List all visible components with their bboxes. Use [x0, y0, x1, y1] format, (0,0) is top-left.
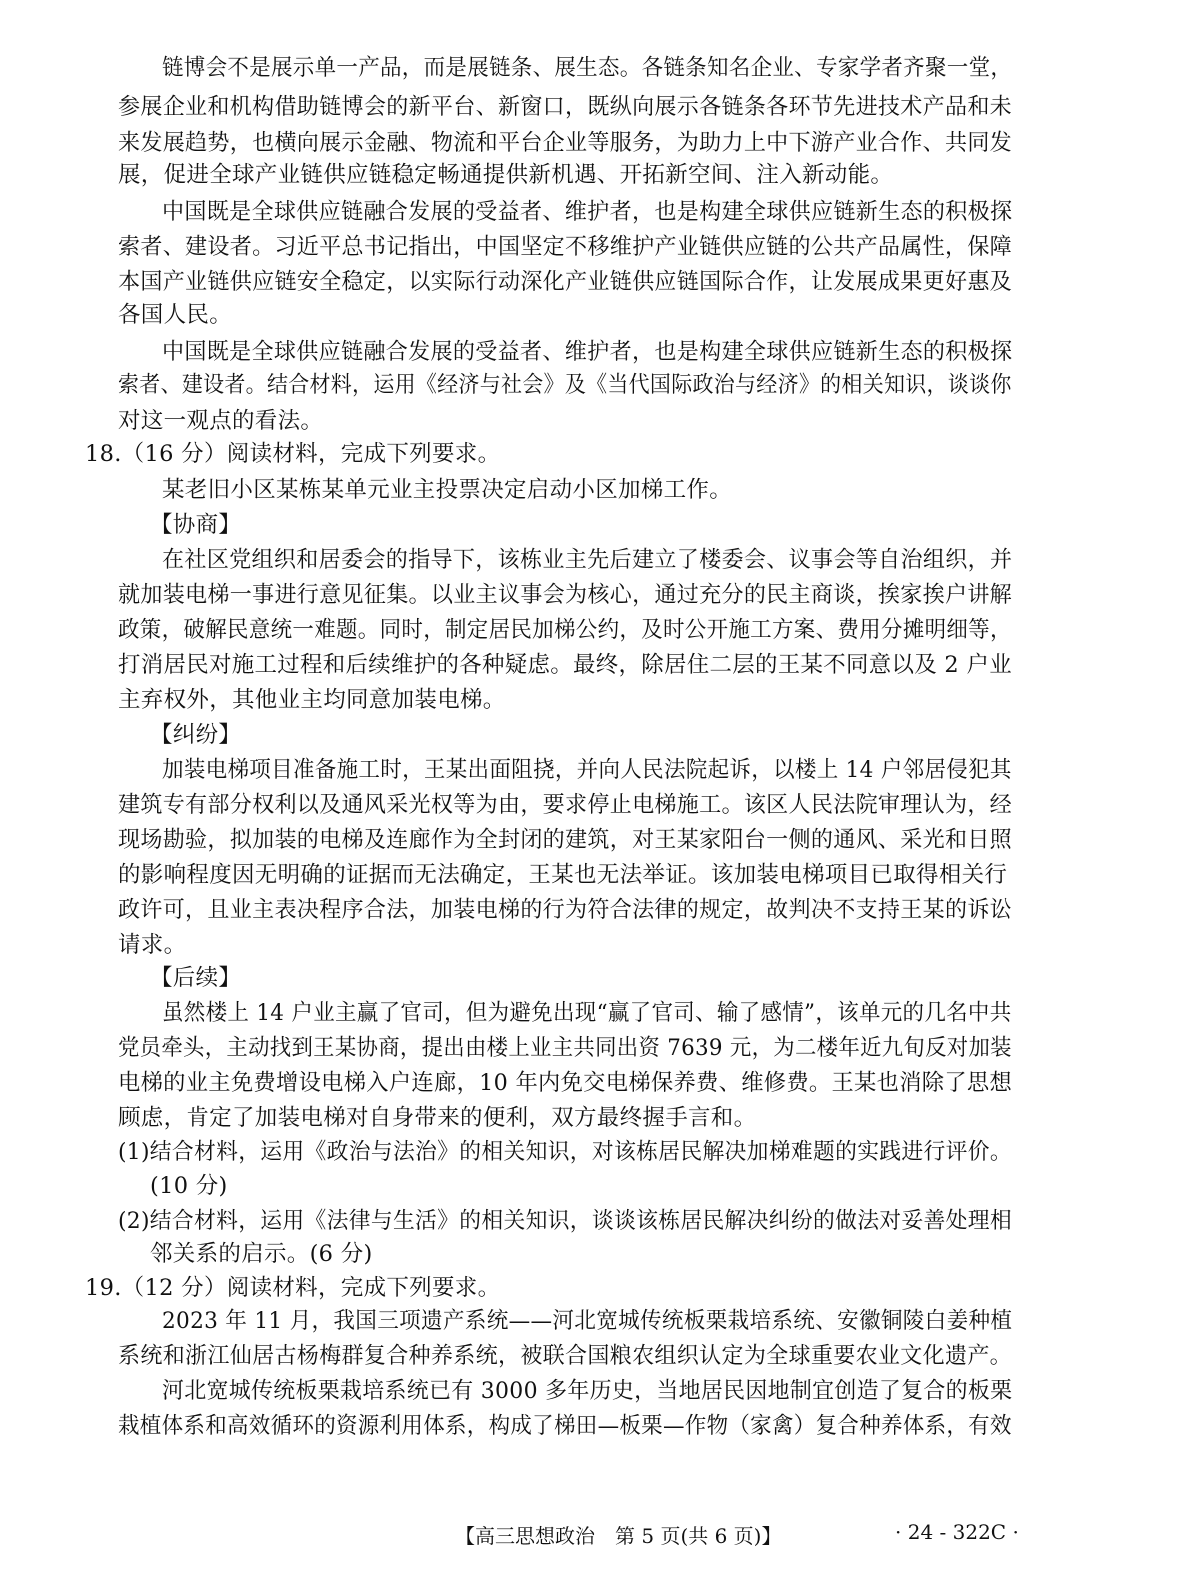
s17-p1-line1: 链博会不是展示单一产品，而是展链条、展生态。各链条知名企业、专家学者齐聚一堂， — [162, 55, 1013, 81]
q18-heading-followup: 【后续】 — [150, 965, 242, 991]
s17-p2-line3: 本国产业链供应链安全稳定，以实际行动深化产业链供应链国际合作，让发展成果更好惠及 — [118, 269, 1013, 295]
q18-sub2-line1: (2)结合材料，运用《法律与生活》的相关知识，谈谈该栋居民解决纠纷的做法对妥善处理相 — [118, 1208, 1012, 1234]
q18-heading-consult: 【协商】 — [150, 512, 242, 538]
q18-p3-line4: 顾虑，肯定了加装电梯对自身带来的便利，双方最终握手言和。 — [118, 1105, 757, 1131]
q18-p2-line2: 建筑专有部分权利以及通风采光权等为由，要求停止电梯施工。该区人民法院审理认为，经 — [118, 792, 1013, 818]
s17-p2-line2: 索者、建设者。习近平总书记指出，中国坚定不移维护产业链供应链的公共产品属性，保障 — [118, 234, 1013, 260]
q18-p1-line5: 主弃权外，其他业主均同意加装电梯。 — [118, 687, 506, 713]
q18-heading-dispute: 【纠纷】 — [150, 722, 242, 748]
s17-p1-line3: 来发展趋势，也横向展示金融、物流和平台企业等服务，为助力上中下游产业合作、共同发 — [118, 130, 1013, 156]
s17-q-line1: 中国既是全球供应链融合发展的受益者、维护者，也是构建全球供应链新生态的积极探 — [162, 339, 1013, 365]
s17-p2-line4: 各国人民。 — [118, 302, 233, 328]
q19-header: 19.（12 分）阅读材料，完成下列要求。 — [85, 1275, 501, 1301]
q18-intro: 某老旧小区某栋某单元业主投票决定启动小区加梯工作。 — [162, 477, 733, 503]
q18-p2-line4: 的影响程度因无明确的证据而无法确定，王某也无法举证。该加装电梯项目已取得相关行 — [118, 862, 1008, 888]
q18-p3-line3: 电梯的业主免费增设电梯入户连廊，10 年内免交电梯保养费、维修费。王某也消除了思想 — [118, 1070, 1013, 1096]
q18-sub1-line2: (10 分) — [150, 1173, 228, 1199]
q18-p3-line1: 虽然楼上 14 户业主赢了官司，但为避免出现“赢了官司、输了感情”，该单元的几名中共 — [162, 1000, 1012, 1026]
q18-p1-line2: 就加装电梯一事进行意见征集。以业主议事会为核心，通过充分的民主商谈，挨家挨户讲解 — [118, 582, 1013, 608]
q18-sub1-line1: (1)结合材料，运用《政治与法治》的相关知识，对该栋居民解决加梯难题的实践进行评价。 — [118, 1139, 1012, 1165]
q18-p2-line1: 加装电梯项目准备施工时，王某出面阻挠，并向人民法院起诉，以楼上 14 户邻居侵犯其 — [162, 757, 1012, 783]
q18-p3-line2: 党员牵头，主动找到王某协商，提出由楼上业主共同出资 7639 元，为二楼年近九旬反对加装 — [118, 1035, 1012, 1061]
q18-p2-line3: 现场勘验，拟加装的电梯及连廊作为全封闭的建筑，对王某家阳台一侧的通风、采光和日照 — [118, 827, 1013, 853]
exam-code: · 24 - 322C · — [895, 1520, 1019, 1544]
s17-p1-line2: 参展企业和机构借助链博会的新平台、新窗口，既纵向展示各链条各环节先进技术产品和未 — [118, 94, 1013, 120]
q18-p1-line3: 政策，破解民意统一难题。同时，制定居民加梯公约，及时公开施工方案、费用分摊明细等， — [118, 617, 1012, 643]
s17-q-line3: 对这一观点的看法。 — [118, 408, 324, 434]
q18-p2-line5: 政许可，且业主表决程序合法，加装电梯的行为符合法律的规定，故判决不支持王某的诉讼 — [118, 897, 1013, 923]
q19-p2-line2: 栽植体系和高效循环的资源利用体系，构成了梯田—板栗—作物（家禽）复合种养体系，有效 — [118, 1413, 1012, 1439]
q19-p1-line2: 系统和浙江仙居古杨梅群复合种养系统，被联合国粮农组织认定为全球重要农业文化遗产。 — [118, 1343, 1013, 1369]
q18-sub2-line2: 邻关系的启示。(6 分) — [150, 1241, 373, 1267]
s17-q-line2: 索者、建设者。结合材料，运用《经济与社会》及《当代国际政治与经济》的相关知识，谈谈你 — [118, 372, 1012, 398]
q18-p1-line1: 在社区党组织和居委会的指导下，该栋业主先后建立了楼委会、议事会等自治组织，并 — [162, 547, 1013, 573]
q18-p1-line4: 打消居民对施工过程和后续维护的各种疑虑。最终，除居住二层的王某不同意以及 2 户业 — [118, 652, 1012, 678]
q18-header: 18.（16 分）阅读材料，完成下列要求。 — [85, 441, 501, 467]
s17-p2-line1: 中国既是全球供应链融合发展的受益者、维护者，也是构建全球供应链新生态的积极探 — [162, 199, 1013, 225]
s17-p1-line4: 展，促进全球产业链供应链稳定畅通提供新机遇、开拓新空间、注入新动能。 — [118, 162, 894, 188]
page-footer: 【高三思想政治 第 5 页(共 6 页)】 — [455, 1524, 782, 1548]
q19-p2-line1: 河北宽城传统板栗栽培系统已有 3000 多年历史，当地居民因地制宜创造了复合的板栗 — [162, 1378, 1013, 1404]
q19-p1-line1: 2023 年 11 月，我国三项遗产系统——河北宽城传统板栗栽培系统、安徽铜陵白姜种植 — [162, 1308, 1013, 1334]
q18-p2-line6: 请求。 — [118, 932, 187, 958]
